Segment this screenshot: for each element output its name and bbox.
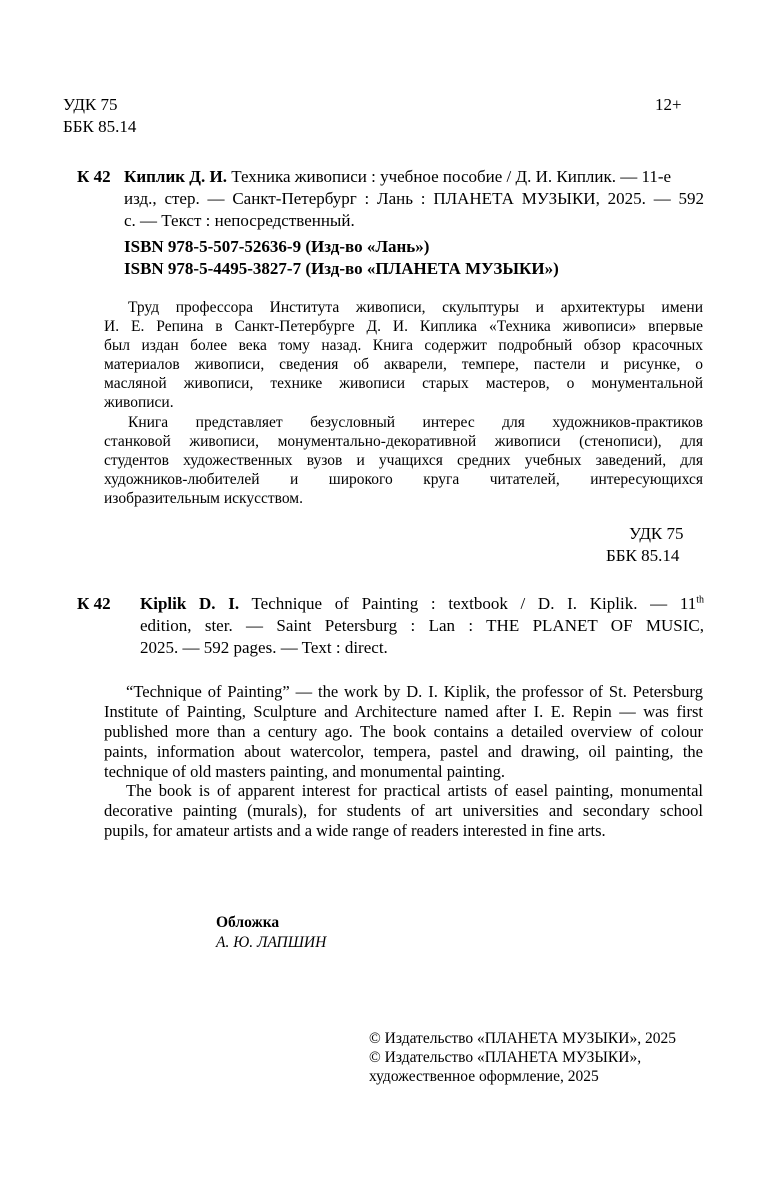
bbk-top: ББК 85.14 — [63, 117, 137, 136]
abstract-ru-line-7: Книга представляет безусловный интерес для художников-практиков — [128, 414, 703, 431]
author-en: Kiplik D. I. — [140, 594, 240, 613]
udk-top: УДК 75 — [63, 95, 118, 114]
abstract-ru-line-3: был издан более века тому назад. Книга содержит подробный обзор красочных — [104, 337, 703, 354]
biblio-en-line-3: 2025. — 592 pages. — Text : direct. — [140, 638, 388, 657]
abstract-en-line-1: “Technique of Painting” — the work by D. I. Kiplik, the professor of St. Petersburg — [126, 682, 703, 701]
abstract-ru-line-4: материалов живописи, сведения об акварели, темпере, пастели и рисунке, о — [104, 356, 703, 373]
copyright-line-3: художественное оформление, 2025 — [369, 1068, 599, 1085]
abstract-en-line-2: Institute of Painting, Sculpture and Architecture named after I. E. Repin — was first — [104, 702, 703, 721]
biblio-ru-line-1 — [124, 166, 671, 188]
author-mark-en: К 42 — [77, 594, 111, 613]
biblio-en-line-2: edition, ster. — Saint Petersburg : Lan : THE PLANET OF MUSIC, — [140, 616, 704, 635]
abstract-ru-line-2: И. Е. Репина в Санкт-Петербурге Д. И. Киплика «Техника живописи» впервые — [104, 318, 703, 335]
isbn-planet-music: ISBN 978-5-4495-3827-7 (Изд-во «ПЛАНЕТА МУЗЫКИ») — [124, 259, 559, 278]
abstract-en-line-5: technique of old masters painting, and monumental painting. — [104, 762, 505, 781]
abstract-ru-line-10: художников-любителей и широкого круга читателей, интересующихся — [104, 471, 703, 488]
abstract-ru-line-1: Труд профессора Института живописи, скульптуры и архитектуры имени — [128, 299, 703, 316]
bbk-bottom: ББК 85.14 — [606, 546, 680, 565]
biblio-ru-line-3: с. — Текст : непосредственный. — [124, 211, 355, 230]
abstract-ru-line-5: масляной живописи, технике живописи старых мастеров, о монументальной — [104, 375, 703, 392]
udk-bottom: УДК 75 — [629, 524, 684, 543]
abstract-en-line-3: published more than a century ago. The book contains a detailed overview of colour — [104, 722, 703, 741]
isbn-lan: ISBN 978-5-507-52636-9 (Изд-во «Лань») — [124, 237, 430, 256]
abstract-ru-line-6: живописи. — [104, 394, 174, 411]
abstract-ru-line-8: станковой живописи, монументально-декоративной живописи (стенописи), для — [104, 433, 703, 450]
abstract-en-line-6: The book is of apparent interest for practical artists of easel painting, monumental — [126, 781, 703, 800]
biblio-ru-title: Техника живописи : учебное пособие / Д. И. Киплик. — 11-е — [231, 167, 672, 186]
abstract-en-line-4: paints, information about watercolor, tempera, pastel and drawing, oil painting, the — [104, 742, 703, 761]
author-ru: Киплик Д. И. — [124, 167, 227, 186]
age-rating: 12+ — [655, 95, 682, 114]
abstract-ru-line-9: студентов художественных вузов и учащихся средних учебных заведений, для — [104, 452, 703, 469]
biblio-en-line-1 — [140, 593, 704, 615]
abstract-ru-line-11: изобразительным искусством. — [104, 490, 303, 507]
biblio-ru-line-2: изд., стер. — Санкт-Петербург : Лань : ПЛАНЕТА МУЗЫКИ, 2025. — 592 — [124, 189, 704, 208]
cover-artist: А. Ю. ЛАПШИН — [216, 934, 327, 951]
author-mark-ru: К 42 — [77, 167, 111, 186]
cover-label: Обложка — [216, 914, 280, 931]
copyright-line-1: © Издательство «ПЛАНЕТА МУЗЫКИ», 2025 — [369, 1030, 676, 1047]
copyright-line-2: © Издательство «ПЛАНЕТА МУЗЫКИ», — [369, 1049, 642, 1066]
abstract-en-line-8: pupils, for amateur artists and a wide range of readers interested in fine arts. — [104, 821, 606, 840]
abstract-en-line-7: decorative painting (murals), for students of art universities and secondary school — [104, 801, 703, 820]
edition-superscript: th — [696, 594, 704, 606]
biblio-en-title: Technique of Painting : textbook / D. I. Kiplik. — 11 — [251, 594, 697, 613]
